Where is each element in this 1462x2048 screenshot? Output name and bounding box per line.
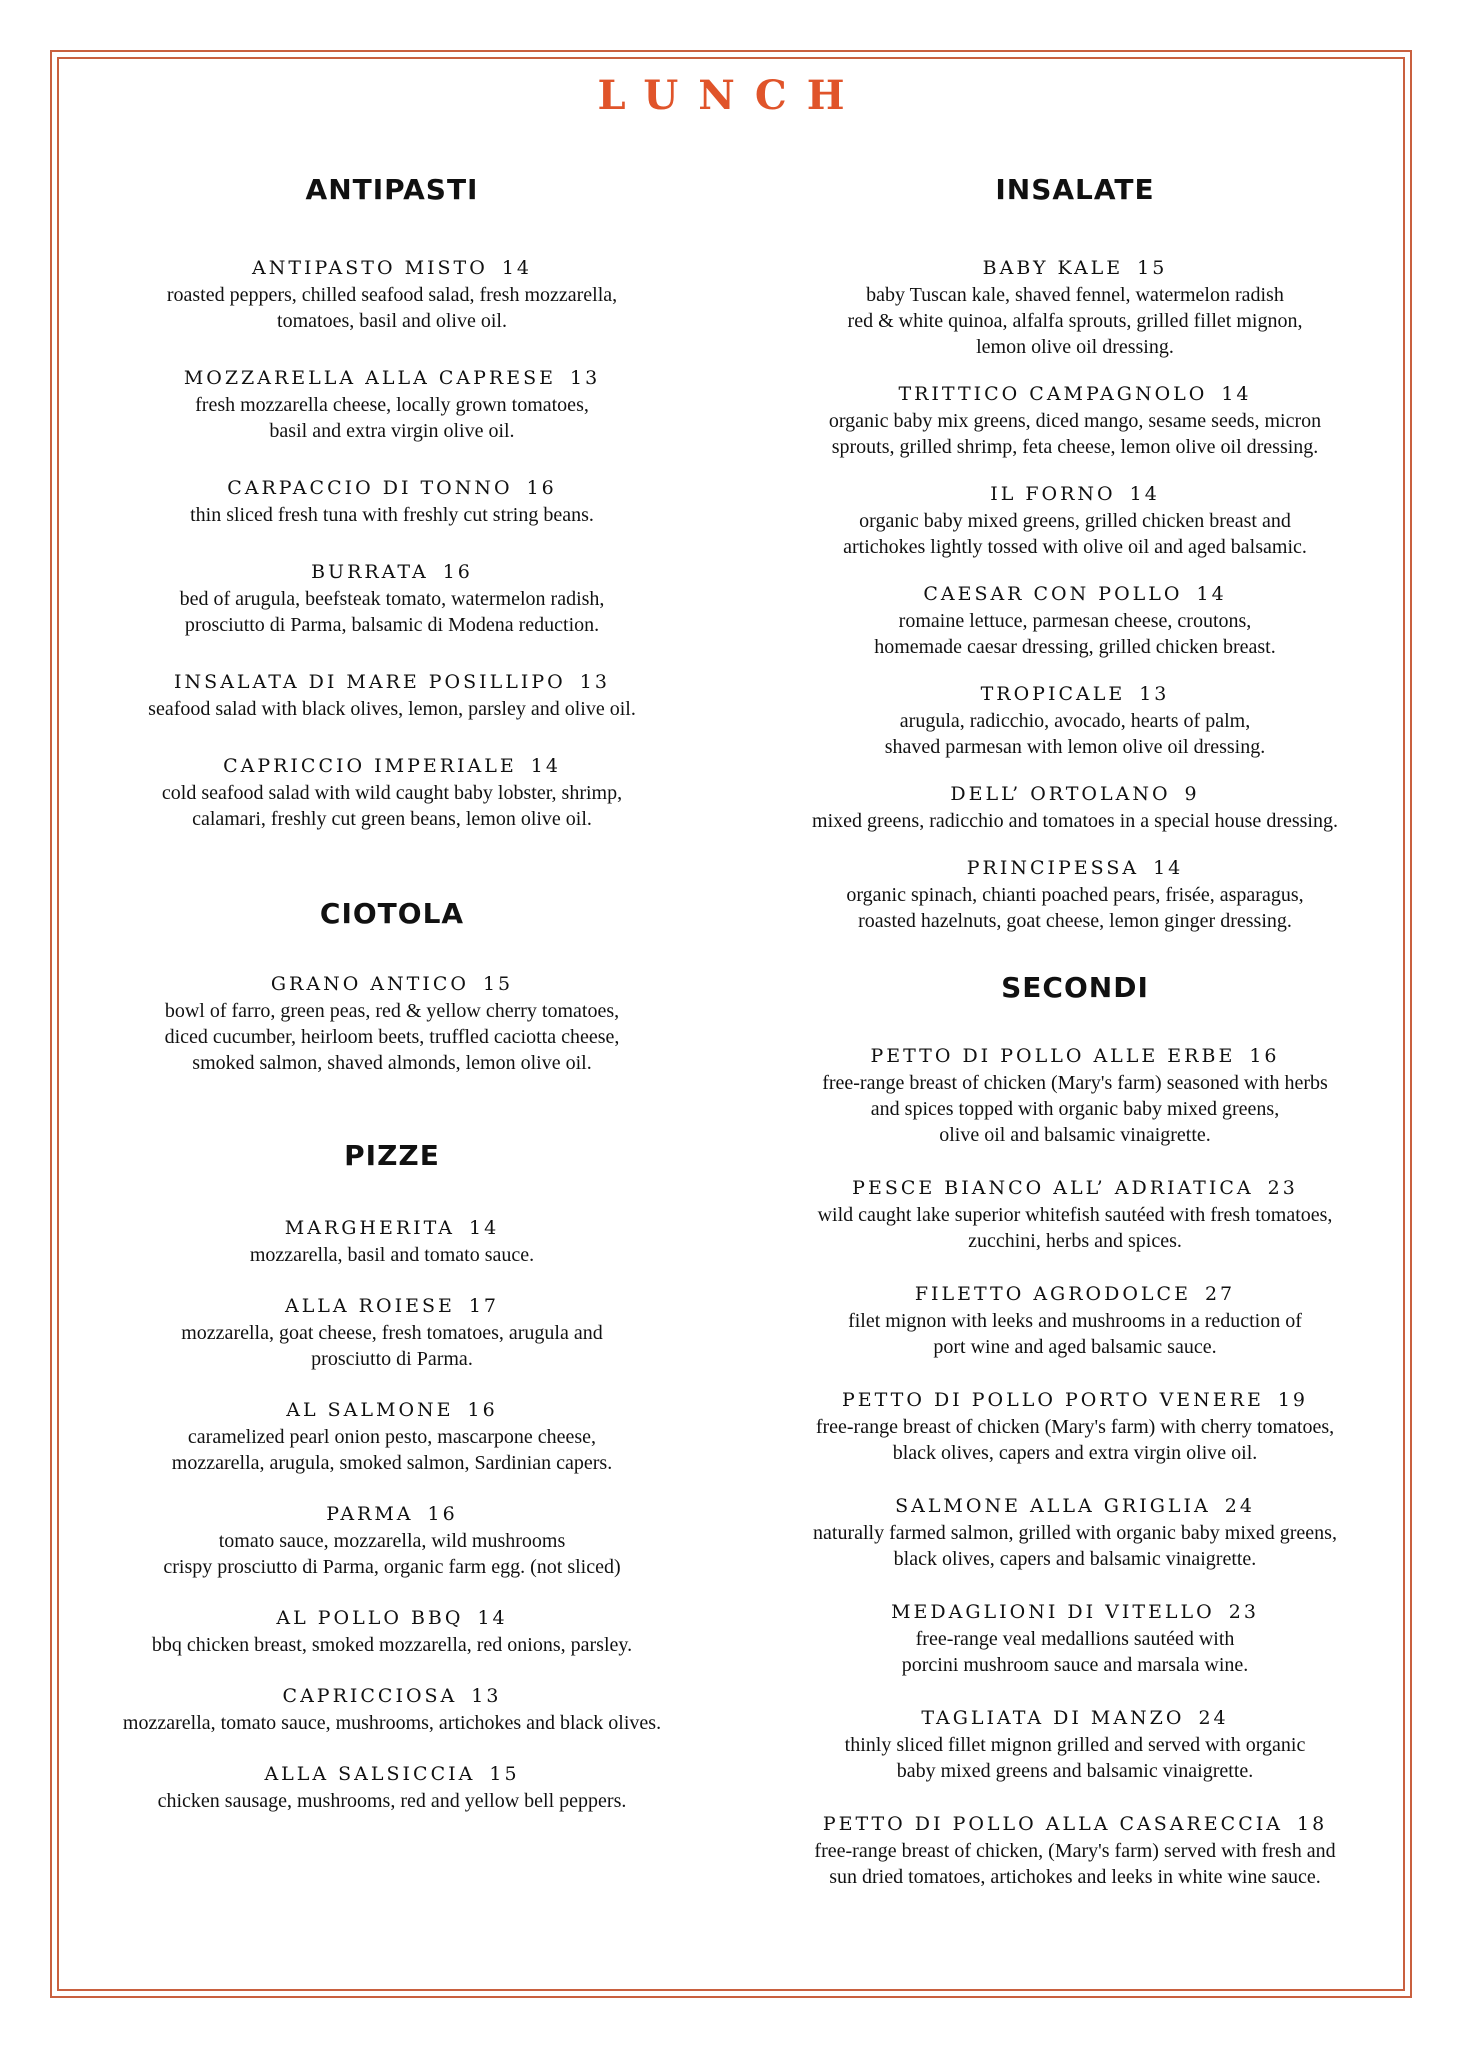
- item-description-line: olive oil and balsamic vinaigrette.: [939, 1124, 1211, 1146]
- item-price: 13: [471, 1685, 502, 1707]
- item-description-line: thinly sliced fillet mignon grilled and served with organic: [844, 1734, 1306, 1756]
- item-description-line: organic spinach, chianti poached pears, frisée, asparagus,: [846, 884, 1304, 906]
- item-price: 15: [482, 973, 514, 995]
- item-price: 14: [1129, 483, 1160, 505]
- item-price: 16: [467, 1399, 498, 1421]
- item-name: [90, 1396, 694, 1424]
- item-description-line: sun dried tomatoes, artichokes and leeks in white wine sauce.: [829, 1866, 1321, 1888]
- menu-item-capriccio-imperiale: [90, 752, 694, 832]
- menu-item-tropicale: [758, 680, 1392, 760]
- item-name-text: PETTO DI POLLO PORTO VENERE: [841, 1389, 1264, 1411]
- item-description-line: roasted peppers, chilled seafood salad, fresh mozzarella,: [166, 284, 618, 306]
- item-name: [758, 1042, 1392, 1070]
- item-description-line: crispy prosciutto di Parma, organic farm egg. (not sliced): [163, 1556, 621, 1578]
- item-description: [90, 1320, 694, 1372]
- item-description-line: basil and extra virgin olive oil.: [269, 420, 515, 442]
- item-description: [90, 1528, 694, 1580]
- item-price: 14: [1196, 583, 1227, 605]
- menu-item-principessa: [758, 854, 1392, 934]
- item-name-text: MOZZARELLA ALLA CAPRESE: [183, 367, 556, 389]
- item-name: [90, 364, 694, 392]
- item-price: 13: [579, 671, 610, 693]
- page-title: LUNCH: [597, 72, 865, 119]
- item-name-text: CARPACCIO DI TONNO: [227, 477, 513, 499]
- menu-item-al-pollo-bbq: [90, 1604, 694, 1658]
- item-name: [758, 854, 1392, 882]
- item-name: [758, 1598, 1392, 1626]
- menu-item-mozzarella-alla-caprese: [90, 364, 694, 444]
- item-price: 13: [1139, 683, 1170, 705]
- item-description-line: seafood salad with black olives, lemon, parsley and olive oil.: [148, 698, 636, 720]
- item-description: [90, 696, 694, 722]
- menu-item-alla-salsiccia: [90, 1760, 694, 1814]
- item-description-line: red & white quinoa, alfalfa sprouts, grilled fillet mignon,: [847, 310, 1303, 332]
- item-name: [90, 1214, 694, 1242]
- item-name: [90, 1604, 694, 1632]
- item-description-line: artichokes lightly tossed with olive oil and aged balsamic.: [843, 536, 1307, 558]
- item-description-line: shaved parmesan with lemon olive oil dressing.: [884, 736, 1266, 758]
- item-description-line: arugula, radicchio, avocado, hearts of palm,: [899, 710, 1251, 732]
- section-title-insalate: INSALATE: [995, 173, 1155, 206]
- item-name-text: TAGLIATA DI MANZO: [921, 1707, 1185, 1729]
- item-description: [758, 1520, 1392, 1572]
- item-description-line: mozzarella, basil and tomato sauce.: [249, 1244, 535, 1266]
- item-description-line: black olives, capers and extra virgin olive oil.: [892, 1442, 1258, 1464]
- item-name: [90, 1500, 694, 1528]
- item-name-text: PESCE BIANCO ALL’ ADRIATICA: [852, 1177, 1254, 1199]
- menu-item-antipasto-misto: [90, 254, 694, 334]
- menu-item-margherita: [90, 1214, 694, 1268]
- menu-item-insalata-di-mare-posillipo: [90, 668, 694, 722]
- item-name-text: PETTO DI POLLO ALLE ERBE: [870, 1045, 1236, 1067]
- menu-item-parma: [90, 1500, 694, 1580]
- section-title-antipasti: ANTIPASTI: [305, 173, 479, 206]
- item-name-text: IL FORNO: [990, 483, 1116, 505]
- item-description-line: port wine and aged balsamic sauce.: [933, 1336, 1217, 1358]
- item-price: 16: [442, 561, 473, 583]
- item-name: [90, 752, 694, 780]
- item-name: [758, 580, 1392, 608]
- item-description: [758, 1838, 1392, 1890]
- item-description: [90, 282, 694, 334]
- item-description-line: bed of arugula, beefsteak tomato, watermelon radish,: [179, 588, 605, 610]
- item-description-line: sprouts, grilled shrimp, feta cheese, lemon olive oil dressing.: [831, 436, 1319, 458]
- item-description-line: smoked salmon, shaved almonds, lemon olive oil.: [192, 1052, 592, 1074]
- item-name: [758, 1492, 1392, 1520]
- item-name-text: MARGHERITA: [284, 1217, 456, 1239]
- item-description-line: bbq chicken breast, smoked mozzarella, red onions, parsley.: [151, 1634, 633, 1656]
- item-name: [90, 668, 694, 696]
- item-description: [90, 1242, 694, 1268]
- item-description: [90, 1788, 694, 1814]
- item-description-line: diced cucumber, heirloom beets, truffled caciotta cheese,: [164, 1026, 620, 1048]
- item-price: 14: [501, 257, 532, 279]
- item-description: [90, 1710, 694, 1736]
- item-price: 19: [1277, 1389, 1309, 1411]
- item-description: [758, 882, 1392, 934]
- item-name-text: ANTIPASTO MISTO: [251, 257, 488, 279]
- item-description-line: baby mixed greens and balsamic vinaigrette.: [896, 1760, 1254, 1782]
- item-description: [758, 1202, 1392, 1254]
- menu-item-burrata: [90, 558, 694, 638]
- item-description: [758, 508, 1392, 560]
- item-name-text: SALMONE ALLA GRIGLIA: [895, 1495, 1211, 1517]
- item-name: [90, 254, 694, 282]
- section-title-secondi: SECONDI: [1001, 971, 1149, 1004]
- right-column: [758, 170, 1392, 1890]
- item-description-line: cold seafood salad with wild caught baby lobster, shrimp,: [161, 782, 623, 804]
- menu-item-carpaccio-di-tonno: [90, 474, 694, 528]
- menu-item-dell-ortolano: [758, 780, 1392, 834]
- item-description-line: filet mignon with leeks and mushrooms in a reduction of: [848, 1310, 1302, 1332]
- item-description: [90, 1632, 694, 1658]
- menu-item-alla-roiese: [90, 1292, 694, 1372]
- item-description-line: mozzarella, tomato sauce, mushrooms, artichokes and black olives.: [122, 1712, 662, 1734]
- menu-item-grano-antico: [90, 970, 694, 1076]
- item-name-text: ALLA ROIESE: [284, 1295, 455, 1317]
- item-name: [758, 480, 1392, 508]
- item-description: [758, 1308, 1392, 1360]
- menu-item-petto-di-pollo-porto-venere: [758, 1386, 1392, 1466]
- item-description-line: roasted hazelnuts, goat cheese, lemon ginger dressing.: [858, 910, 1292, 932]
- item-description: [758, 708, 1392, 760]
- item-description-line: lemon olive oil dressing.: [976, 336, 1174, 358]
- menu-item-al-salmone: [90, 1396, 694, 1476]
- item-description-line: tomatoes, basil and olive oil.: [277, 310, 507, 332]
- item-description-line: wild caught lake superior whitefish sautéed with fresh tomatoes,: [817, 1204, 1333, 1226]
- menu-item-petto-di-pollo-alla-casareccia: [758, 1810, 1392, 1890]
- item-description-line: prosciutto di Parma.: [311, 1348, 473, 1370]
- item-description-line: fresh mozzarella cheese, locally grown tomatoes,: [195, 394, 589, 416]
- item-name-text: AL SALMONE: [286, 1399, 454, 1421]
- item-description: [90, 586, 694, 638]
- item-name-text: MEDAGLIONI DI VITELLO: [891, 1601, 1215, 1623]
- item-description-line: prosciutto di Parma, balsamic di Modena reduction.: [184, 614, 600, 636]
- item-name-text: PRINCIPESSA: [966, 857, 1140, 879]
- item-description-line: calamari, freshly cut green beans, lemon olive oil.: [192, 808, 592, 830]
- item-name-text: TROPICALE: [980, 683, 1126, 705]
- item-name-text: PETTO DI POLLO ALLA CASARECCIA: [822, 1813, 1283, 1835]
- item-description: [90, 1424, 694, 1476]
- item-description: [758, 1732, 1392, 1784]
- item-name-text: BURRATA: [311, 561, 429, 583]
- section-title-pizze: PIZZE: [344, 1139, 440, 1172]
- item-description-line: tomato sauce, mozzarella, wild mushrooms: [218, 1530, 566, 1552]
- item-price: 13: [569, 367, 601, 389]
- item-name-text: FILETTO AGRODOLCE: [914, 1283, 1191, 1305]
- item-name-text: BABY KALE: [982, 257, 1124, 279]
- item-description-line: caramelized pearl onion pesto, mascarpone cheese,: [187, 1426, 597, 1448]
- item-name-text: GRANO ANTICO: [270, 973, 469, 995]
- item-name-text: AL POLLO BBQ: [276, 1607, 464, 1629]
- item-description-line: chicken sausage, mushrooms, red and yellow bell peppers.: [157, 1790, 627, 1812]
- item-description: [758, 808, 1392, 834]
- item-description: [758, 1414, 1392, 1466]
- item-price: 16: [526, 477, 557, 499]
- item-description-line: and spices topped with organic baby mixed greens,: [870, 1098, 1280, 1120]
- menu-item-pesce-bianco-all-adriatica: [758, 1174, 1392, 1254]
- item-name-text: INSALATA DI MARE POSILLIPO: [174, 671, 566, 693]
- item-description: [90, 998, 694, 1076]
- item-name: [90, 474, 694, 502]
- item-price: 14: [469, 1217, 500, 1239]
- item-name-text: PARMA: [326, 1503, 414, 1525]
- section-title-ciotola: CIOTOLA: [319, 897, 465, 930]
- item-name-text: CAESAR CON POLLO: [923, 583, 1183, 605]
- menu-item-capricciosa: [90, 1682, 694, 1736]
- item-description-line: zucchini, herbs and spices.: [968, 1230, 1182, 1252]
- item-name-text: TRITTICO CAMPAGNOLO: [898, 383, 1208, 405]
- item-price: 24: [1224, 1495, 1255, 1517]
- item-name: [758, 780, 1392, 808]
- item-price: 16: [427, 1503, 458, 1525]
- item-description-line: naturally farmed salmon, grilled with organic baby mixed greens,: [813, 1522, 1337, 1544]
- item-name: [90, 558, 694, 586]
- menu-item-il-forno: [758, 480, 1392, 560]
- item-name: [758, 380, 1392, 408]
- item-description: [758, 1070, 1392, 1148]
- menu-item-medaglioni-di-vitello: [758, 1598, 1392, 1678]
- item-description-line: bowl of farro, green peas, red & yellow cherry tomatoes,: [164, 1000, 620, 1022]
- item-description-line: free-range breast of chicken, (Mary's farm) served with fresh and: [814, 1840, 1336, 1862]
- item-price: 18: [1296, 1813, 1328, 1835]
- item-description: [90, 780, 694, 832]
- menu-item-caesar-con-pollo: [758, 580, 1392, 660]
- item-name: [758, 1280, 1392, 1308]
- item-name: [758, 254, 1392, 282]
- item-description-line: homemade caesar dressing, grilled chicken breast.: [874, 636, 1276, 658]
- menu-item-petto-di-pollo-alle-erbe: [758, 1042, 1392, 1148]
- item-name: [758, 1386, 1392, 1414]
- item-price: 24: [1198, 1707, 1229, 1729]
- item-description: [758, 282, 1392, 360]
- item-price: 23: [1267, 1177, 1298, 1199]
- item-description-line: porcini mushroom sauce and marsala wine.: [901, 1654, 1249, 1676]
- item-name-text: CAPRICCIOSA: [282, 1685, 458, 1707]
- item-price: 14: [1153, 857, 1184, 879]
- menu-item-filetto-agrodolce: [758, 1280, 1392, 1360]
- menu-item-tagliata-di-manzo: [758, 1704, 1392, 1784]
- item-price: 15: [1137, 257, 1168, 279]
- item-name: [758, 680, 1392, 708]
- item-description-line: organic baby mixed greens, grilled chicken breast and: [859, 510, 1291, 532]
- item-name: [90, 1760, 694, 1788]
- item-description-line: thin sliced fresh tuna with freshly cut string beans.: [190, 504, 594, 526]
- item-price: 14: [530, 755, 561, 777]
- item-name: [758, 1810, 1392, 1838]
- item-name: [758, 1704, 1392, 1732]
- menu-item-salmone-alla-griglia: [758, 1492, 1392, 1572]
- item-description: [90, 502, 694, 528]
- item-description: [90, 392, 694, 444]
- item-description-line: mixed greens, radicchio and tomatoes in a special house dressing.: [812, 810, 1338, 832]
- item-price: 14: [477, 1607, 508, 1629]
- item-description-line: organic baby mix greens, diced mango, sesame seeds, micron: [828, 410, 1322, 432]
- item-price: 17: [468, 1295, 500, 1317]
- item-price: 23: [1228, 1601, 1259, 1623]
- item-name: [90, 970, 694, 998]
- item-price: 15: [489, 1763, 520, 1785]
- item-price: 16: [1249, 1045, 1280, 1067]
- item-price: 9: [1184, 783, 1200, 805]
- item-name-text: DELL’ ORTOLANO: [950, 783, 1171, 805]
- menu-item-trittico-campagnolo: [758, 380, 1392, 460]
- item-description-line: free-range breast of chicken (Mary's farm) with cherry tomatoes,: [815, 1416, 1335, 1438]
- item-price: 14: [1221, 383, 1252, 405]
- item-name: [90, 1292, 694, 1320]
- item-name: [90, 1682, 694, 1710]
- item-price: 27: [1204, 1283, 1236, 1305]
- left-column: [90, 170, 694, 1814]
- item-name-text: CAPRICCIO IMPERIALE: [223, 755, 517, 777]
- menu-item-baby-kale: [758, 254, 1392, 360]
- item-description-line: mozzarella, arugula, smoked salmon, Sardinian capers.: [171, 1452, 613, 1474]
- item-description: [758, 608, 1392, 660]
- item-description-line: black olives, capers and balsamic vinaigrette.: [893, 1548, 1257, 1570]
- item-description-line: free-range breast of chicken (Mary's farm) seasoned with herbs: [822, 1072, 1328, 1094]
- item-description-line: baby Tuscan kale, shaved fennel, watermelon radish: [866, 284, 1284, 306]
- item-description: [758, 408, 1392, 460]
- item-description-line: romaine lettuce, parmesan cheese, croutons,: [898, 610, 1252, 632]
- item-name: [758, 1174, 1392, 1202]
- item-description: [758, 1626, 1392, 1678]
- item-description-line: mozzarella, goat cheese, fresh tomatoes, arugula and: [181, 1322, 603, 1344]
- item-name-text: ALLA SALSICCIA: [264, 1763, 476, 1785]
- item-description-line: free-range veal medallions sautéed with: [915, 1628, 1235, 1650]
